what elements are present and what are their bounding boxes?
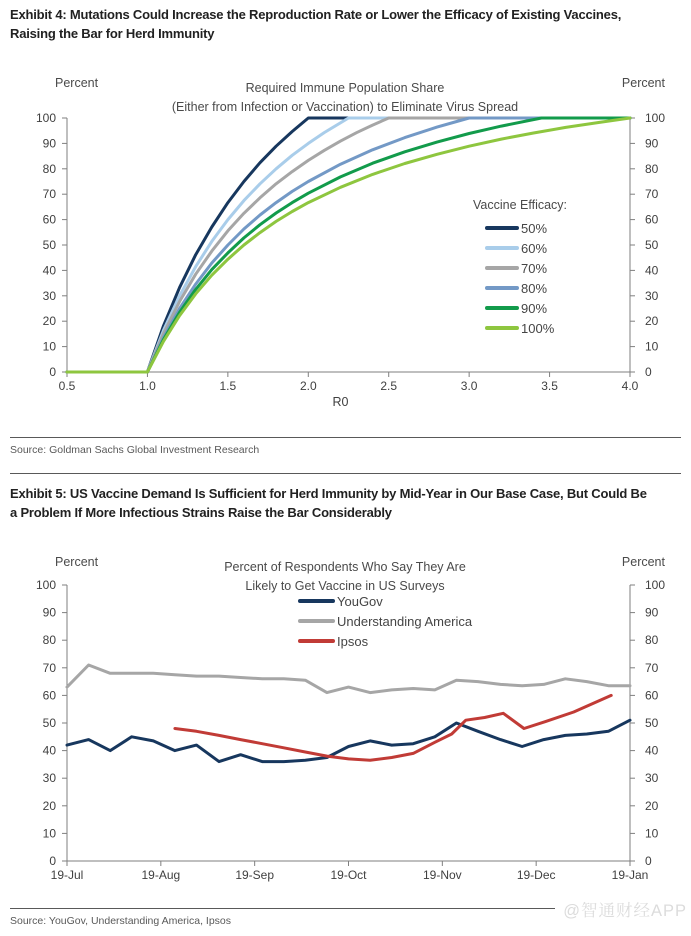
tick-label: 1.0 [139, 379, 156, 393]
exhibit5-title-line1: Exhibit 5: US Vaccine Demand Is Sufficient for Herd Immunity by Mid-Year in Our Base Case, But Could Be [10, 486, 647, 501]
tick-label: 2.0 [299, 379, 317, 393]
tick-label: 50 [42, 238, 56, 252]
tick-label: 20 [645, 798, 659, 813]
tick-label: 40 [645, 263, 659, 278]
legend-item-90pct: 90% [485, 298, 567, 318]
tick-label: 10 [645, 826, 659, 841]
series-line-yougov [67, 720, 630, 761]
legend-swatch-70pct [485, 266, 519, 270]
tick-label: 80 [42, 633, 56, 648]
tick-label: 40 [645, 743, 659, 758]
tick-label: 0.5 [58, 379, 76, 393]
tick-label: 3.5 [541, 379, 558, 393]
tick-label: 2.5 [380, 379, 398, 393]
tick-label: 50 [645, 238, 659, 252]
chart1-ylabel-right: Percent [621, 76, 665, 90]
tick-label: 40 [42, 263, 56, 278]
tick-label: 19-Sep [235, 868, 275, 882]
tick-label: 80 [645, 633, 659, 648]
exhibit4-title-line1: Exhibit 4: Mutations Could Increase the Reproduction Rate or Lower the Efficacy of Existing Vaccines, [10, 7, 622, 22]
tick-label: 19-Oct [330, 868, 367, 882]
tick-label: 0 [49, 854, 56, 868]
legend-item-70pct: 70% [485, 258, 567, 278]
legend-item-50pct: 50% [485, 218, 567, 238]
tick-label: 0 [645, 854, 652, 868]
tick-label: 90 [645, 136, 659, 151]
tick-label: 1.5 [219, 379, 237, 393]
chart1-title: Required Immune Population Share (Either from Infection or Vaccination) to Eliminate Virus Spread [171, 81, 519, 114]
divider [10, 473, 681, 474]
tick-label: 0 [49, 365, 56, 379]
tick-label: 100 [35, 111, 56, 125]
divider [10, 437, 681, 438]
tick-label: 90 [42, 605, 56, 620]
exhibit4-title-line2: Raising the Bar for Herd Immunity [10, 25, 215, 41]
tick-label: 60 [42, 212, 56, 227]
tick-label: 30 [42, 288, 56, 303]
tick-label: 3.0 [460, 379, 478, 393]
tick-label: 100 [645, 111, 666, 125]
tick-label: 30 [645, 771, 659, 786]
legend-swatch-90pct [485, 306, 519, 310]
chart1-ylabel-left: Percent [55, 76, 99, 90]
chart2-ylabel-left: Percent [55, 555, 99, 569]
legend-item-60pct: 60% [485, 238, 567, 258]
tick-label: 30 [42, 771, 56, 786]
tick-label: 19-Jul [50, 868, 84, 882]
tick-label: 10 [645, 339, 659, 354]
tick-label: 20 [42, 314, 56, 329]
legend-item-understanding-america: Understanding America [298, 611, 472, 631]
chart2-source: Source: YouGov, Understanding America, Ipsos [10, 915, 232, 927]
tick-label: 10 [42, 339, 56, 354]
legend-item-80pct: 80% [485, 278, 567, 298]
legend-swatch-60pct [485, 246, 519, 250]
tick-label: 70 [42, 660, 56, 675]
x-axis-title: R0 [332, 395, 349, 409]
exhibit5-title [10, 485, 686, 522]
tick-label: 50 [645, 716, 659, 730]
tick-label: 4.0 [621, 379, 639, 393]
tick-label: 10 [42, 826, 56, 841]
legend-swatch-50pct [485, 226, 519, 230]
tick-label: 100 [35, 578, 56, 592]
tick-label: 100 [645, 578, 666, 592]
tick-label: 20 [645, 314, 659, 329]
tick-label: 70 [645, 187, 659, 202]
tick-label: 60 [645, 688, 659, 703]
legend-item-ipsos: Ipsos [298, 631, 472, 651]
tick-label: 19-Nov [422, 868, 462, 882]
tick-label: 19-Jan [611, 868, 649, 882]
exhibit4-title [10, 6, 686, 43]
legend-swatch-100pct [485, 326, 519, 330]
exhibit5-title-line2: a Problem If More Infectious Strains Raise the Bar Considerably [10, 504, 392, 520]
chart2-ylabel-right: Percent [621, 555, 665, 569]
tick-label: 80 [645, 161, 659, 176]
tick-label: 40 [42, 743, 56, 758]
tick-label: 70 [42, 187, 56, 202]
legend-item-yougov: YouGov [298, 591, 472, 611]
tick-label: 30 [645, 288, 659, 303]
chart2-title: Percent of Respondents Who Say They Are Likely to Get Vaccine in US Surveys [224, 560, 466, 593]
series-line-ipsos [175, 695, 611, 760]
vaccine-demand-chart [0, 548, 691, 893]
tick-label: 80 [42, 161, 56, 176]
chart1-legend-title: Vaccine Efficacy: [473, 198, 568, 212]
watermark: @智通财经APP [555, 897, 687, 921]
series-line-understanding-america [67, 665, 630, 693]
tick-label: 50 [42, 716, 56, 730]
legend-swatch-80pct [485, 286, 519, 290]
tick-label: 70 [645, 660, 659, 675]
tick-label: 60 [645, 212, 659, 227]
tick-label: 19-Aug [141, 868, 181, 882]
herd-immunity-chart [0, 70, 691, 415]
chart1-legend [473, 198, 567, 338]
chart1-source: Source: Goldman Sachs Global Investment Research [10, 444, 260, 456]
tick-label: 60 [42, 688, 56, 703]
legend-item-100pct: 100% [485, 318, 567, 338]
tick-label: 0 [645, 365, 652, 379]
tick-label: 90 [42, 136, 56, 151]
tick-label: 19-Dec [516, 868, 556, 882]
tick-label: 90 [645, 605, 659, 620]
tick-label: 20 [42, 798, 56, 813]
